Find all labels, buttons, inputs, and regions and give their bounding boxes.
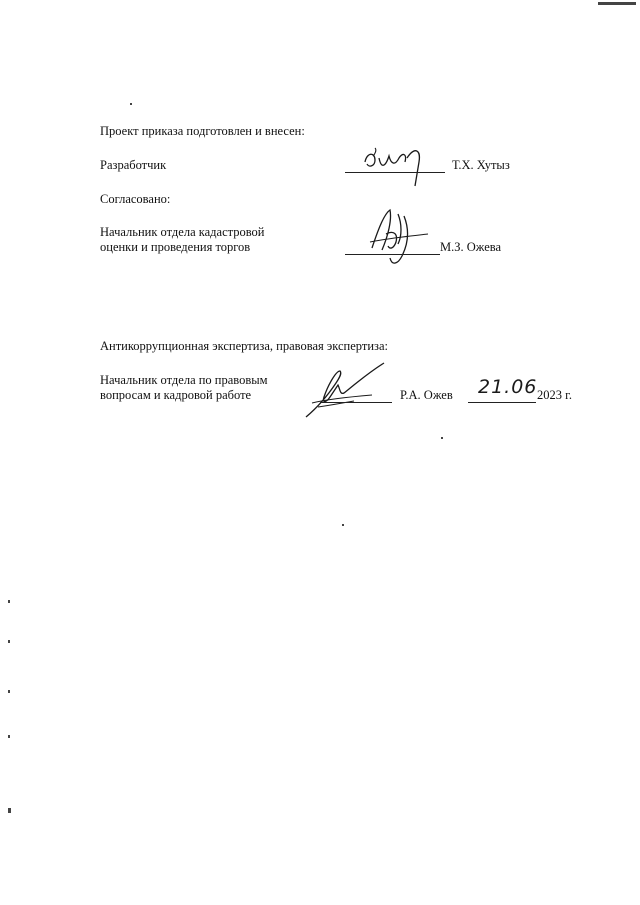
developer-name: Т.Х. Хутыз <box>452 158 510 172</box>
legal-date-line <box>468 402 536 403</box>
scan-mark-top-right <box>598 2 636 5</box>
legal-role-line2: вопросам и кадровой работе <box>100 388 252 402</box>
scan-dot <box>130 103 132 105</box>
legal-name: Р.А. Ожев <box>400 388 453 402</box>
scan-dot <box>342 524 344 526</box>
prepared-by-label: Проект приказа подготовлен и внесен: <box>100 124 305 138</box>
legal-signature <box>298 355 408 425</box>
legal-date-handwritten: 21.06 <box>478 376 538 398</box>
cadastral-signature <box>350 200 450 270</box>
agreed-label: Согласовано: <box>100 192 171 206</box>
scan-dot <box>441 437 443 439</box>
cadastral-name: М.З. Ожева <box>440 240 502 254</box>
cadastral-role-line1: Начальник отдела кадастровой <box>100 225 265 239</box>
scan-dot <box>8 600 10 603</box>
scan-dot <box>8 735 10 738</box>
legal-role-line1: Начальник отдела по правовым <box>100 373 268 387</box>
scan-dot <box>8 690 10 693</box>
developer-signature <box>345 140 455 190</box>
legal-year: 2023 г. <box>537 388 572 402</box>
legal-signature-line <box>320 402 392 403</box>
scan-dot <box>8 808 11 813</box>
developer-signature-line <box>345 172 445 173</box>
cadastral-signature-line <box>345 254 440 255</box>
scan-dot <box>8 640 10 643</box>
expertise-label: Антикоррупционная экспертиза, правовая экспертиза: <box>100 339 388 353</box>
cadastral-role-line2: оценки и проведения торгов <box>100 240 251 254</box>
developer-role: Разработчик <box>100 158 167 172</box>
